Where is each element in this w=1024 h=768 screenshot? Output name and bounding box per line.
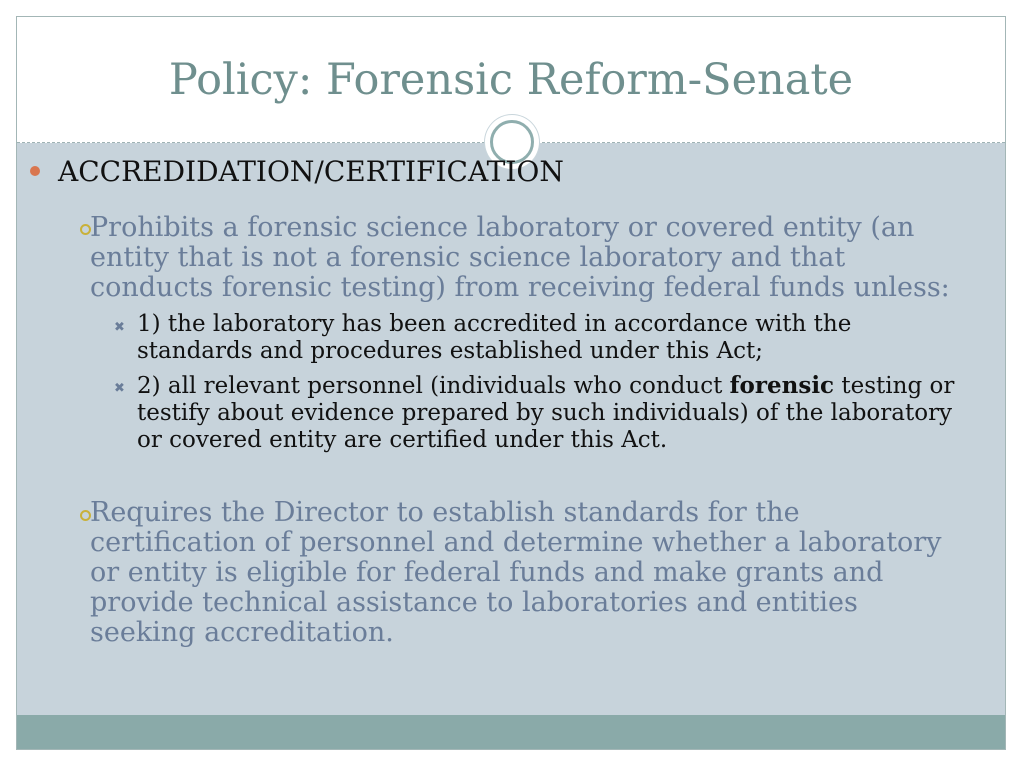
- x-bullet-icon: ✖: [114, 320, 125, 335]
- bullet-requires: Requires the Director to establish standards for the certification of personnel and determine whether a laboratory or entity is eligible for federal funds and make grants and provide technical assistance to laboratories and entities seeking accreditation.: [90, 497, 942, 648]
- x-bullet-icon: ✖: [114, 381, 125, 396]
- bullet-prohibits: Prohibits a forensic science laboratory or covered entity (an entity that is not a forensic science laboratory and that conducts forensic testing) from receiving federal funds unless:: [90, 212, 950, 303]
- heading-bullet: ACCREDIDATION/CERTIFICATION: [58, 155, 564, 188]
- sub-bullet-personnel: [137, 372, 967, 454]
- sub2-bold-word: forensic: [729, 372, 835, 399]
- sub2-text-before: 2) all relevant personnel (individuals who conduct: [137, 373, 730, 399]
- sub2-text-after: testing or testify about evidence prepared by such individuals) of the laboratory or covered entity are certified under this Act.: [137, 373, 955, 453]
- level1-bullet-icon: [30, 166, 40, 176]
- sub-bullet-accredited: 1) the laboratory has been accredited in accordance with the standards and procedures established under this Act;: [137, 311, 852, 364]
- slide-title: Policy: Forensic Reform-Senate: [168, 55, 854, 105]
